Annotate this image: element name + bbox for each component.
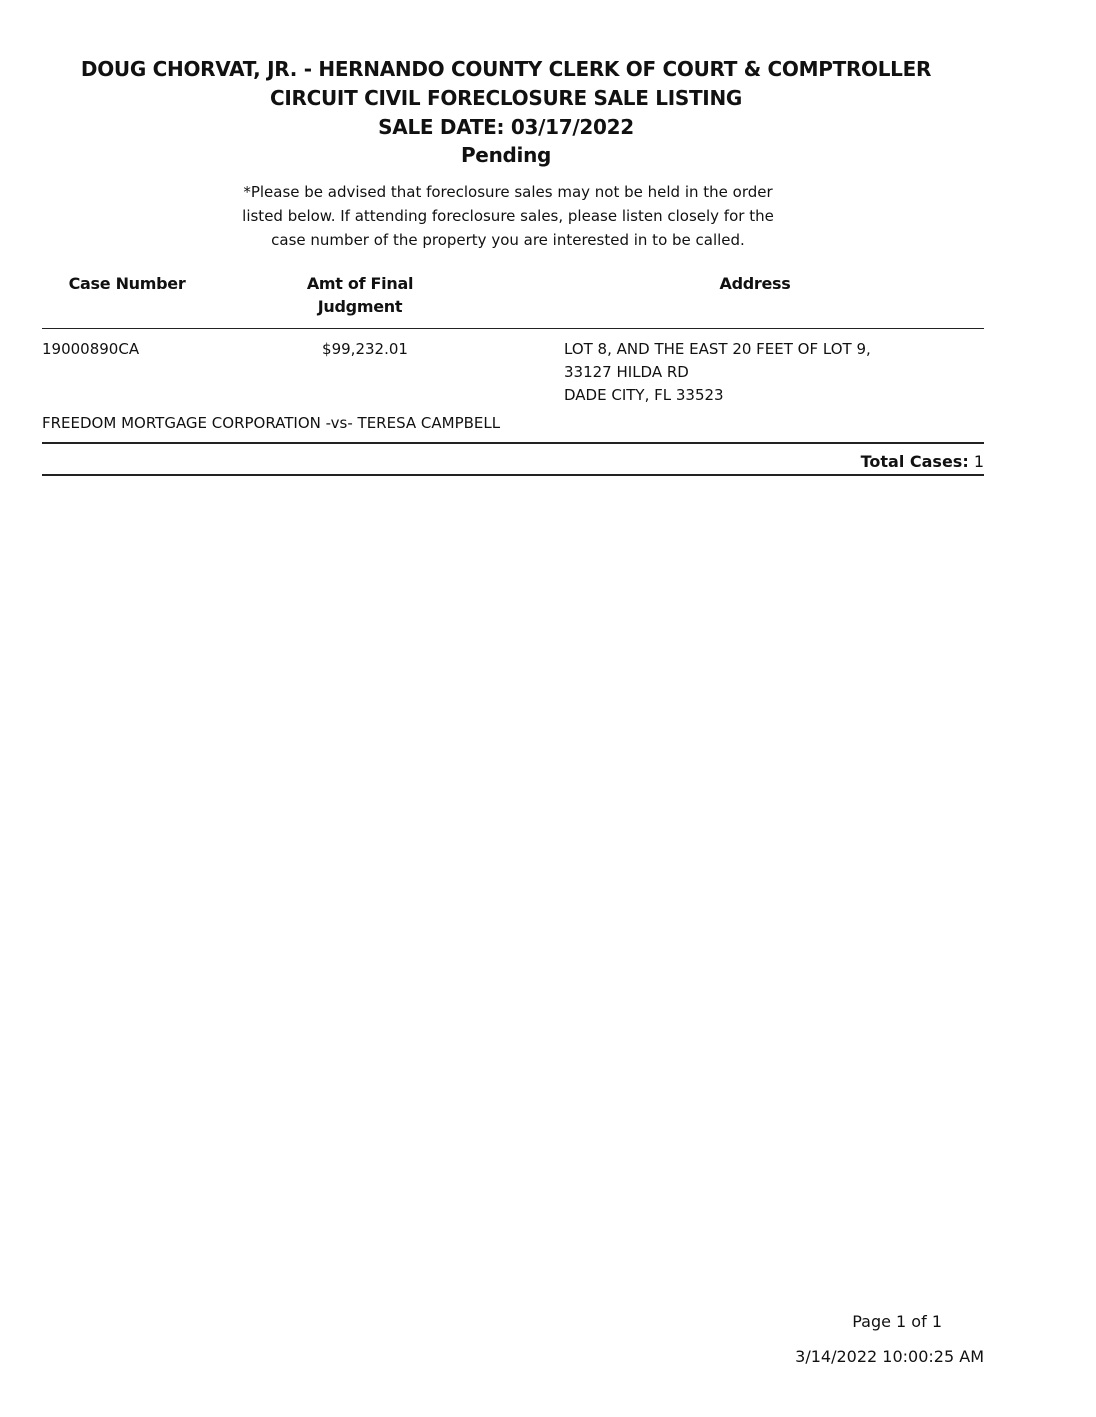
total-cases-value: 1 bbox=[973, 452, 984, 471]
total-cases-label: Total Cases: bbox=[860, 452, 969, 471]
notice-line-1: *Please be advised that foreclosure sales may not be held in the order bbox=[243, 183, 773, 201]
case-parties: FREEDOM MORTGAGE CORPORATION -vs- TERESA CAMPBELL bbox=[42, 414, 501, 432]
sale-date: SALE DATE: 03/17/2022 bbox=[378, 115, 634, 139]
column-header-amount-line-1: Amt of Final bbox=[306, 274, 414, 293]
listing-title: CIRCUIT CIVIL FORECLOSURE SALE LISTING bbox=[269, 86, 743, 110]
case-number: 19000890CA bbox=[42, 340, 140, 358]
sale-notice bbox=[200, 180, 816, 252]
notice-line-2: listed below. If attending foreclosure sales, please listen closely for the bbox=[242, 207, 774, 225]
row-divider bbox=[42, 442, 984, 444]
column-header-amount-line-2: Judgment bbox=[317, 297, 403, 316]
totals-divider bbox=[42, 474, 984, 476]
column-header-case-number: Case Number bbox=[68, 274, 186, 293]
generated-timestamp: 3/14/2022 10:00:25 AM bbox=[795, 1347, 984, 1366]
page-number: Page 1 of 1 bbox=[852, 1312, 942, 1331]
property-address bbox=[564, 338, 871, 407]
clerk-title: DOUG CHORVAT, JR. - HERNANDO COUNTY CLERK OF COURT & COMPTROLLER bbox=[80, 57, 932, 81]
judgment-amount: $99,232.01 bbox=[322, 340, 408, 358]
status-label: Pending bbox=[460, 143, 552, 167]
column-header-amount bbox=[270, 272, 450, 318]
column-header-address: Address bbox=[719, 274, 791, 293]
total-cases bbox=[861, 450, 984, 473]
header-divider bbox=[42, 328, 984, 329]
notice-line-3: case number of the property you are interested in to be called. bbox=[271, 231, 745, 249]
address-line-2: 33127 HILDA RD bbox=[564, 363, 689, 381]
address-line-1: LOT 8, AND THE EAST 20 FEET OF LOT 9, bbox=[564, 340, 871, 358]
address-line-3: DADE CITY, FL 33523 bbox=[564, 386, 724, 404]
